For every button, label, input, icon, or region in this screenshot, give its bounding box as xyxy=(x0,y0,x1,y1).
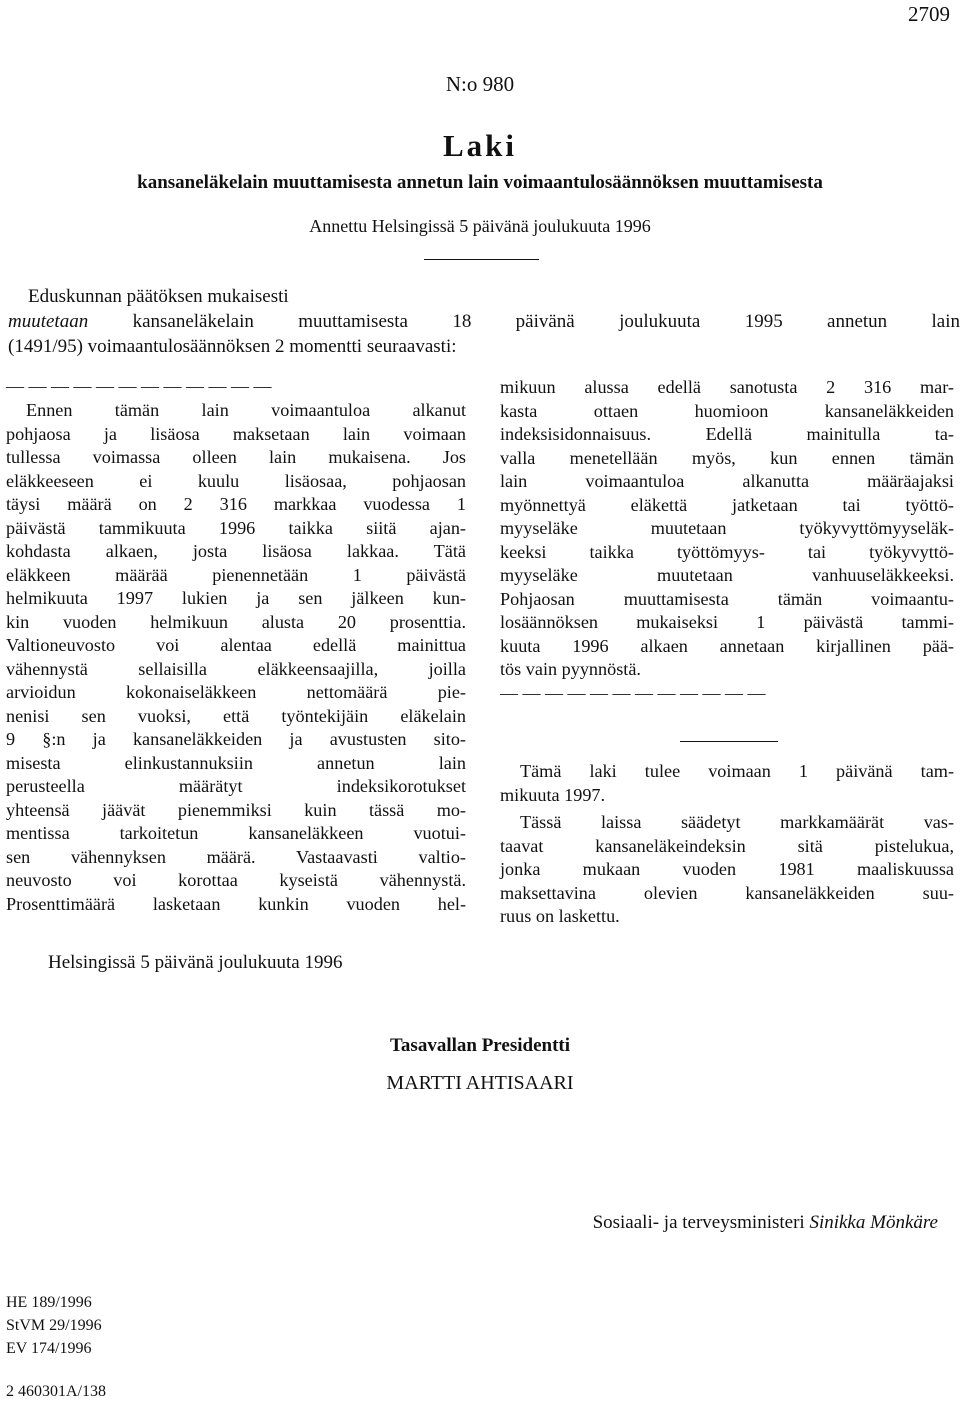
text-line: neuvosto voi korottaa kyseistä vähennystä. xyxy=(6,870,466,890)
text-line: valla menetellään myös, kun ennen tämän xyxy=(500,447,954,468)
text-line: misesta elinkustannuksiin annetun lain xyxy=(6,752,466,773)
given-date: Annettu Helsingissä 5 päivänä joulukuuta 1996 xyxy=(309,216,651,236)
text-line: Ennen tämän lain voimaantuloa alkanut xyxy=(26,400,466,420)
text-line: vähennystä sellaisilla eläkkeensaajilla, joilla xyxy=(6,658,466,679)
text-line: yhteensä jäävät pienemmiksi kuin tässä mo- xyxy=(6,799,466,820)
text-line: losäännöksen mukaiseksi 1 päivästä tammi- xyxy=(500,612,954,632)
text-line: maksettavina olevien kansaneläkkeiden suu- xyxy=(500,882,954,903)
text-line: nenisi sen vuoksi, että työntekijäin eläkelain xyxy=(6,705,466,726)
minister-name: Sinikka Mönkäre xyxy=(809,1212,938,1233)
text-line: kin vuoden helmikuun alusta 20 prosenttia. xyxy=(6,611,466,632)
page-number: 2709 xyxy=(908,2,950,26)
text-line: tullessa voimassa olleen lain mukaisena. Jos xyxy=(6,447,466,467)
title-rule xyxy=(424,259,539,260)
text-line: kasta ottaen huomioon kansaneläkkeiden xyxy=(500,400,954,421)
intro-line-2-rest: kansaneläkelain muuttamisesta 18 päivänä joulukuuta 1995 annetun lain xyxy=(132,311,960,332)
text-line: jonka mukaan vuoden 1981 maaliskuussa xyxy=(500,859,954,879)
text-line: eläkkeeseen ei kuulu lisäosaa, pohjaosan xyxy=(6,470,466,491)
text-line: myyseläke muutetaan työkyvyttömyyseläk- xyxy=(500,518,954,538)
text-line: mikuuta 1997. xyxy=(500,784,606,805)
intro-line-2 xyxy=(8,309,960,334)
effective-paragraph-1 xyxy=(500,760,954,807)
intro-line-1: Eduskunnan päätöksen mukaisesti xyxy=(28,286,289,307)
left-omission-dashes: — — — — — — — — — — — — xyxy=(6,376,272,396)
text-line: myönnettyä eläkettä jatketaan tai työttö- xyxy=(500,494,954,515)
right-column-text xyxy=(500,376,954,682)
intro-paragraph xyxy=(8,284,960,359)
text-line: ruus on laskettu. xyxy=(500,906,620,926)
minister-title: Sosiaali- ja terveysministeri xyxy=(592,1212,805,1233)
president-name: MARTTI AHTISAARI xyxy=(386,1072,574,1094)
effective-paragraph-2 xyxy=(500,811,954,929)
text-line: päivästä tammikuuta 1996 taikka siitä ajan- xyxy=(6,517,466,538)
left-column-text xyxy=(6,399,466,916)
text-line: taavat kansaneläkeindeksin sitä pistelukua, xyxy=(500,835,954,856)
right-omission-dashes: — — — — — — — — — — — — xyxy=(500,683,766,703)
text-line: pohjaosa ja lisäosa maksetaan lain voimaan xyxy=(6,423,466,444)
text-line: indeksisidonnaisuus. Edellä mainitulla ta- xyxy=(500,424,954,444)
text-line: 9 §:n ja kansaneläkkeiden ja avustusten sito- xyxy=(6,729,466,749)
text-line: Tässä laissa säädetyt markkamäärät vas- xyxy=(520,812,954,832)
law-subtitle: kansaneläkelain muuttamisesta annetun lain voimaantulosäännöksen muuttamisesta xyxy=(137,172,823,193)
text-line: sen vähennyksen määrä. Vastaavasti valtio- xyxy=(6,846,466,867)
document-number: N:o 980 xyxy=(445,72,515,96)
text-line: Valtioneuvosto voi alentaa edellä mainittua xyxy=(6,635,466,655)
text-line: tös vain pyynnöstä. xyxy=(500,659,641,679)
text-line: lain voimaantuloa alkanutta määräajaksi xyxy=(500,471,954,491)
law-title: Laki xyxy=(442,128,518,163)
text-line: täysi määrä on 2 316 markkaa vuodessa 1 xyxy=(6,494,466,514)
text-line: myyseläke muutetaan vanhuuseläkkeeksi. xyxy=(500,565,954,585)
text-line: kohdasta alkaen, josta lisäosa lakkaa. Tätä xyxy=(6,541,466,561)
text-line: keeksi taikka työttömyys- tai työkyvyttö- xyxy=(500,541,954,562)
reference-line: EV 174/1996 xyxy=(6,1340,92,1357)
text-line: arvioidun kokonaiseläkkeen nettomäärä pie- xyxy=(6,682,466,702)
text-line: perusteella määrätyt indeksikorotukset xyxy=(6,776,466,796)
intro-verb: muutetaan xyxy=(8,311,89,332)
text-line: Pohjaosan muuttamisesta tämän voimaantu- xyxy=(500,588,954,609)
intro-line-3: (1491/95) voimaantulosäännöksen 2 momentti seuraavasti: xyxy=(8,336,457,357)
text-line: helmikuuta 1997 lukien ja sen jälkeen kun- xyxy=(6,588,466,608)
text-line: mikuun alussa edellä sanotusta 2 316 mar- xyxy=(500,377,954,397)
president-title: Tasavallan Presidentti xyxy=(390,1035,570,1056)
text-line: eläkkeen määrää pienennetään 1 päivästä xyxy=(6,564,466,585)
minister-signature xyxy=(593,1212,938,1234)
references xyxy=(6,1291,102,1360)
text-line: Prosenttimäärä lasketaan kunkin vuoden hel- xyxy=(6,893,466,914)
text-line: Tämä laki tulee voimaan 1 päivänä tam- xyxy=(520,761,954,781)
text-line: mentissa tarkoitetun kansaneläkkeen vuotui- xyxy=(6,823,466,843)
place-and-date: Helsingissä 5 päivänä joulukuuta 1996 xyxy=(48,952,343,973)
print-code: 2 460301A/138 xyxy=(6,1383,106,1400)
text-line: kuuta 1996 alkaen annetaan kirjallinen pää- xyxy=(500,635,954,656)
reference-line: HE 189/1996 xyxy=(6,1294,92,1311)
reference-line: StVM 29/1996 xyxy=(6,1317,102,1334)
section-rule xyxy=(680,741,778,742)
